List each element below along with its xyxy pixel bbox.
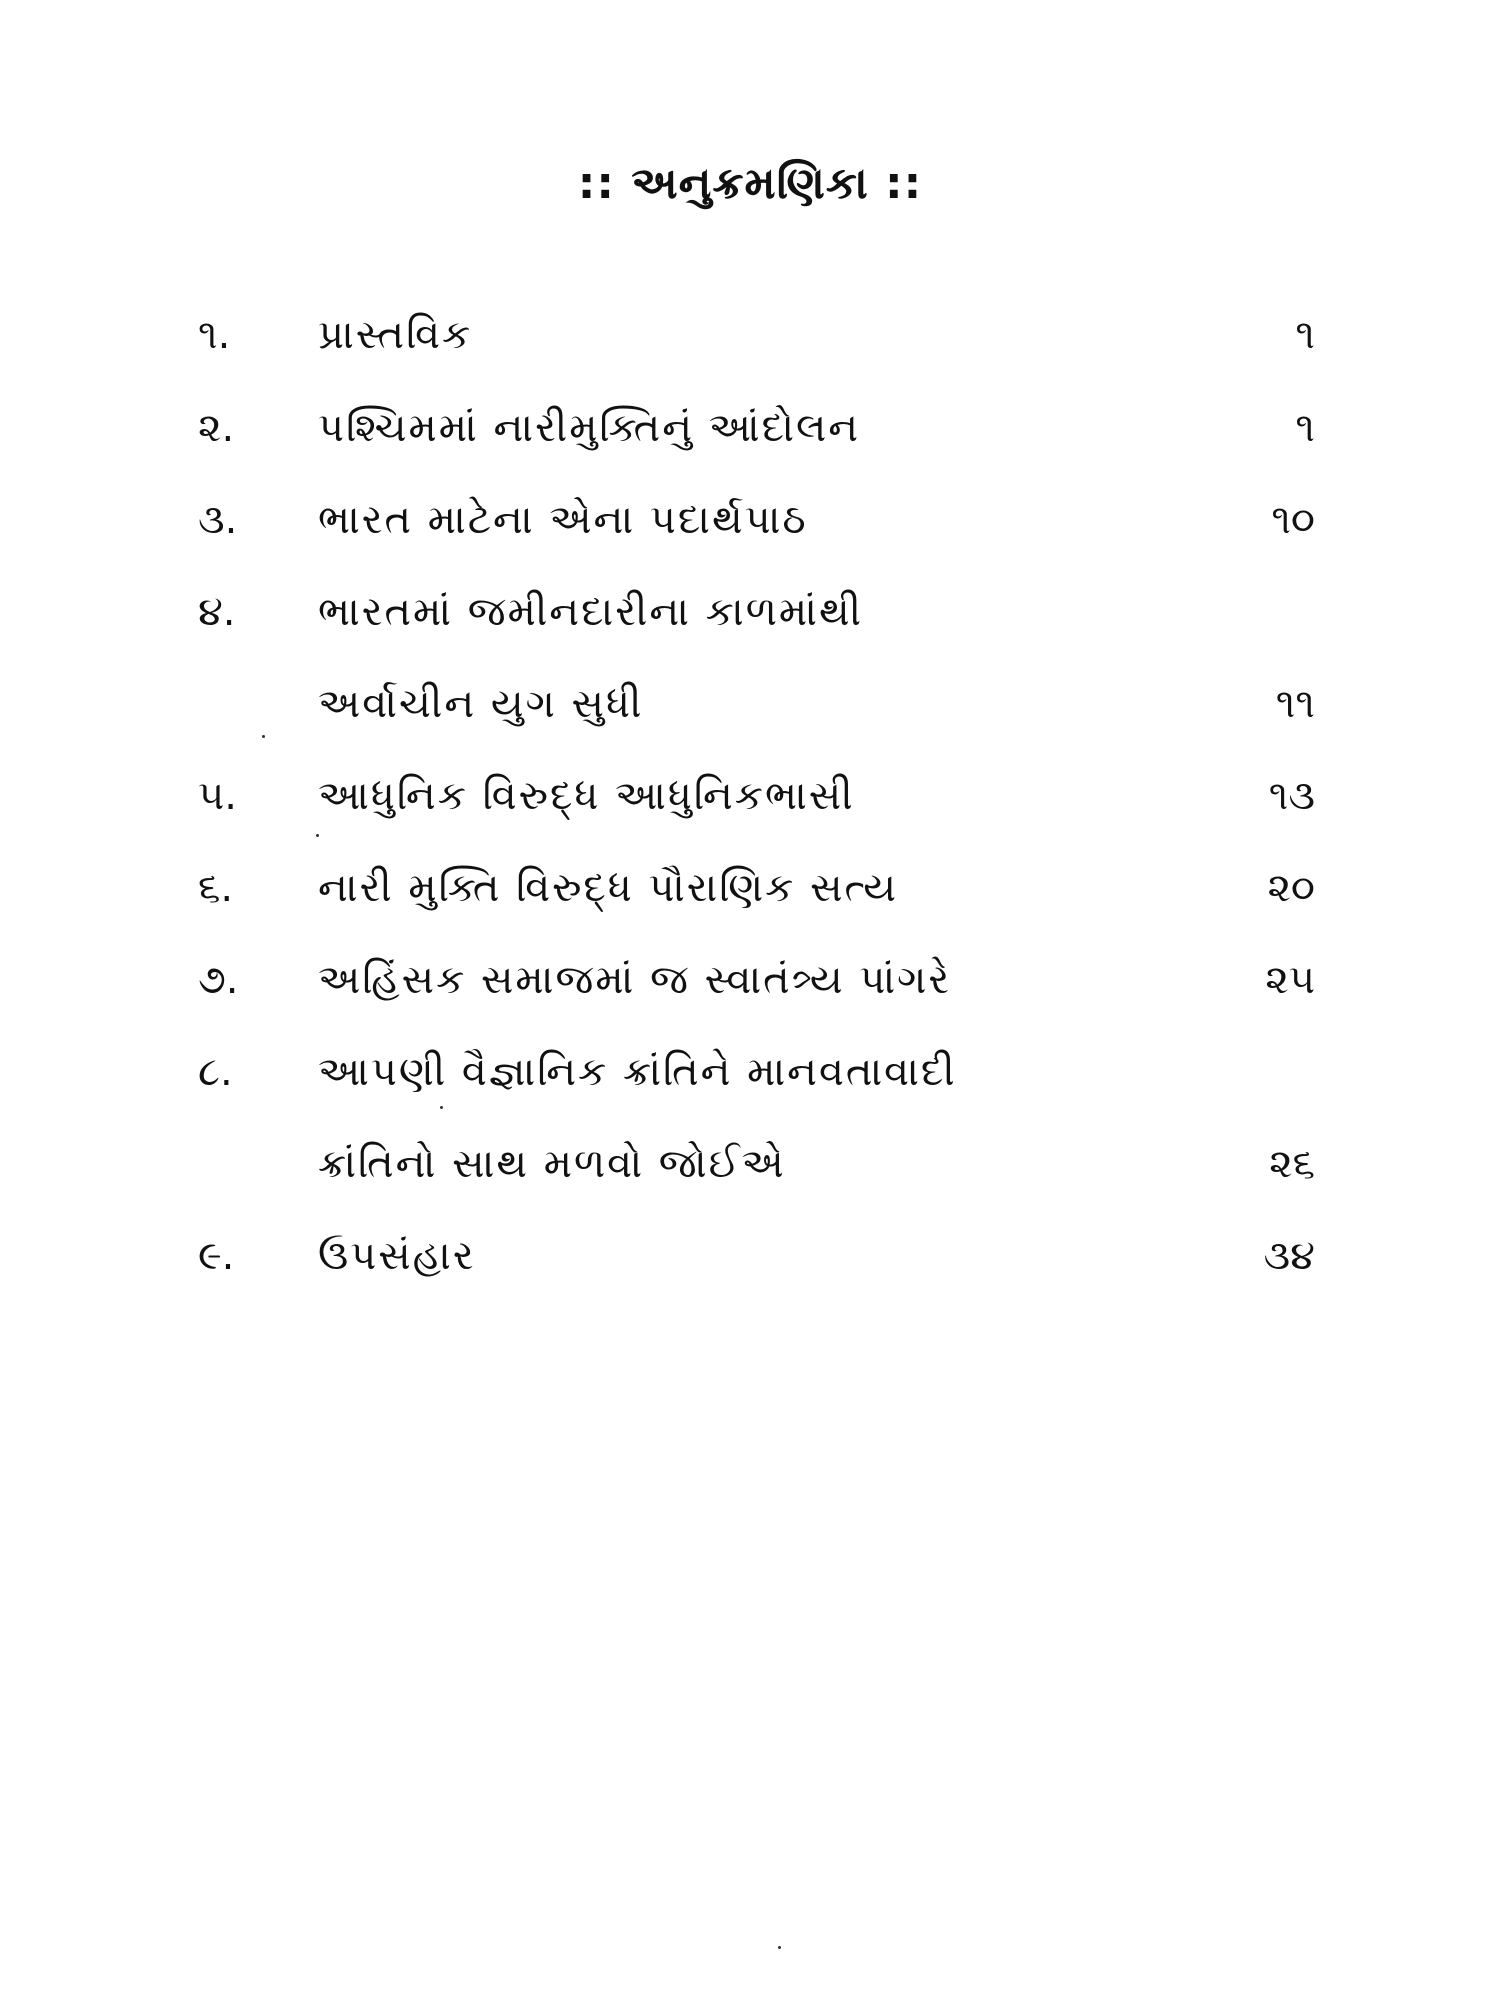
entry-number: ૮. — [198, 1049, 233, 1095]
entry-title: ભારતમાં જમીનદારીના કાળમાંથી — [318, 589, 864, 635]
entry-page-number: ૧૧ — [1275, 681, 1315, 727]
toc-entry-7 — [0, 950, 1500, 1010]
entry-title-continued: અર્વાચીન યુગ સુધી — [318, 681, 644, 727]
scan-speck — [440, 1106, 443, 1109]
entry-number: ૨. — [198, 405, 235, 451]
toc-entry-6 — [0, 858, 1500, 918]
toc-entry-4 — [0, 582, 1500, 642]
entry-title: આપણી વૈજ્ઞાનિક ક્રાંતિને માનવતાવાદી — [318, 1049, 957, 1095]
entry-page-number: ૨૦ — [1267, 865, 1315, 911]
entry-title: ઉપસંહાર — [318, 1233, 476, 1279]
entry-page-number: ૧ — [1295, 312, 1315, 358]
page-title: :: અનુક્રમણિકા :: — [577, 158, 923, 209]
entry-title-continued: ક્રાંતિનો સાથ મળવો જોઈએ — [318, 1141, 786, 1187]
toc-entry-5 — [0, 766, 1500, 826]
entry-title: નારી મુક્તિ વિરુદ્ધ પૌરાણિક સત્ય — [318, 865, 898, 911]
entry-number: ૧. — [198, 312, 231, 358]
entry-title: પશ્ચિમમાં નારીમુક્તિનું આંદોલન — [318, 405, 860, 451]
toc-entry-3 — [0, 490, 1500, 550]
toc-entry-9 — [0, 1226, 1500, 1286]
toc-entry-8 — [0, 1042, 1500, 1102]
entry-title: પ્રાસ્તવિક — [318, 312, 473, 358]
toc-entry-2 — [0, 398, 1500, 458]
scan-speck — [262, 735, 265, 738]
entry-page-number: ૨૬ — [1269, 1141, 1315, 1187]
entry-number: ૫. — [198, 773, 237, 819]
entry-page-number: ૧૦ — [1271, 497, 1315, 543]
entry-number: ૭. — [198, 957, 239, 1003]
entry-title: આધુનિક વિરુદ્ધ આધુનિકભાસી — [318, 773, 855, 819]
entry-number: ૬. — [198, 865, 234, 911]
entry-title: અહિંસક સમાજમાં જ સ્વાતંત્ર્ય પાંગરે — [318, 957, 952, 1003]
entry-title: ભારત માટેના એના પદાર્થપાઠ — [318, 497, 808, 543]
scan-speck — [778, 1946, 781, 1949]
toc-entry-1 — [0, 305, 1500, 365]
entry-page-number: ૧ — [1295, 405, 1315, 451]
entry-number: ૩. — [198, 497, 238, 543]
toc-entry-8-continued — [0, 1134, 1500, 1194]
entry-page-number: ૩૪ — [1263, 1233, 1315, 1279]
entry-number: ૯. — [198, 1233, 235, 1279]
entry-page-number: ૧૩ — [1268, 773, 1315, 819]
entry-number: ૪. — [198, 589, 236, 635]
entry-page-number: ૨૫ — [1265, 957, 1315, 1003]
scan-speck — [316, 834, 319, 837]
toc-entry-4-continued — [0, 674, 1500, 734]
